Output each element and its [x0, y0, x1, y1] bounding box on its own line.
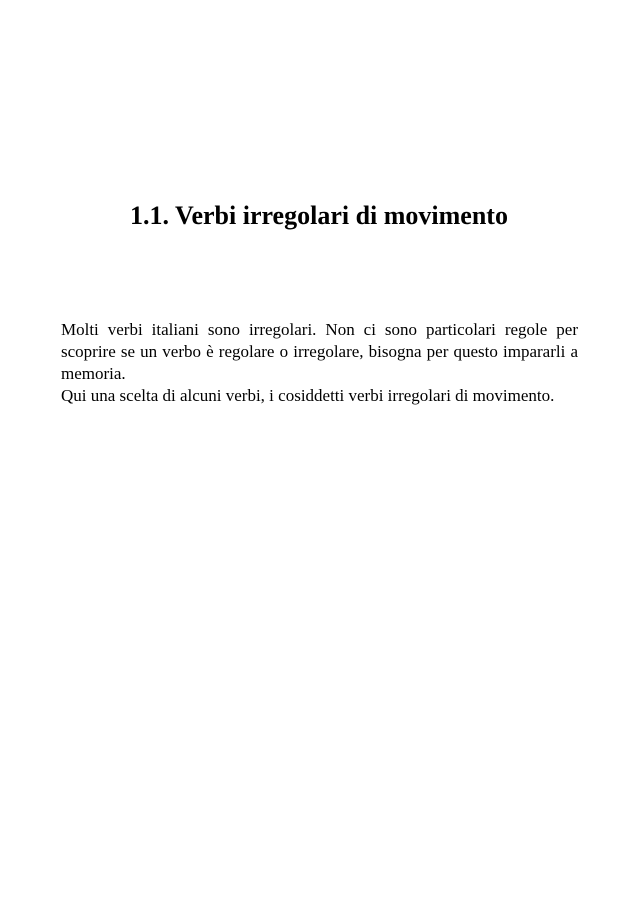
paragraph-selection: Qui una scelta di alcuni verbi, i cosiddetti verbi irregolari di movimento. [61, 386, 555, 405]
paragraph-intro: Molti verbi italiani sono irregolari. Non ci sono particolari regole per scoprire se un verbo è regolare o irregolare, bisogna per questo impararli a memoria. [61, 320, 578, 383]
section-heading: 1.1. Verbi irregolari di movimento [130, 201, 508, 230]
body-text [61, 319, 578, 407]
